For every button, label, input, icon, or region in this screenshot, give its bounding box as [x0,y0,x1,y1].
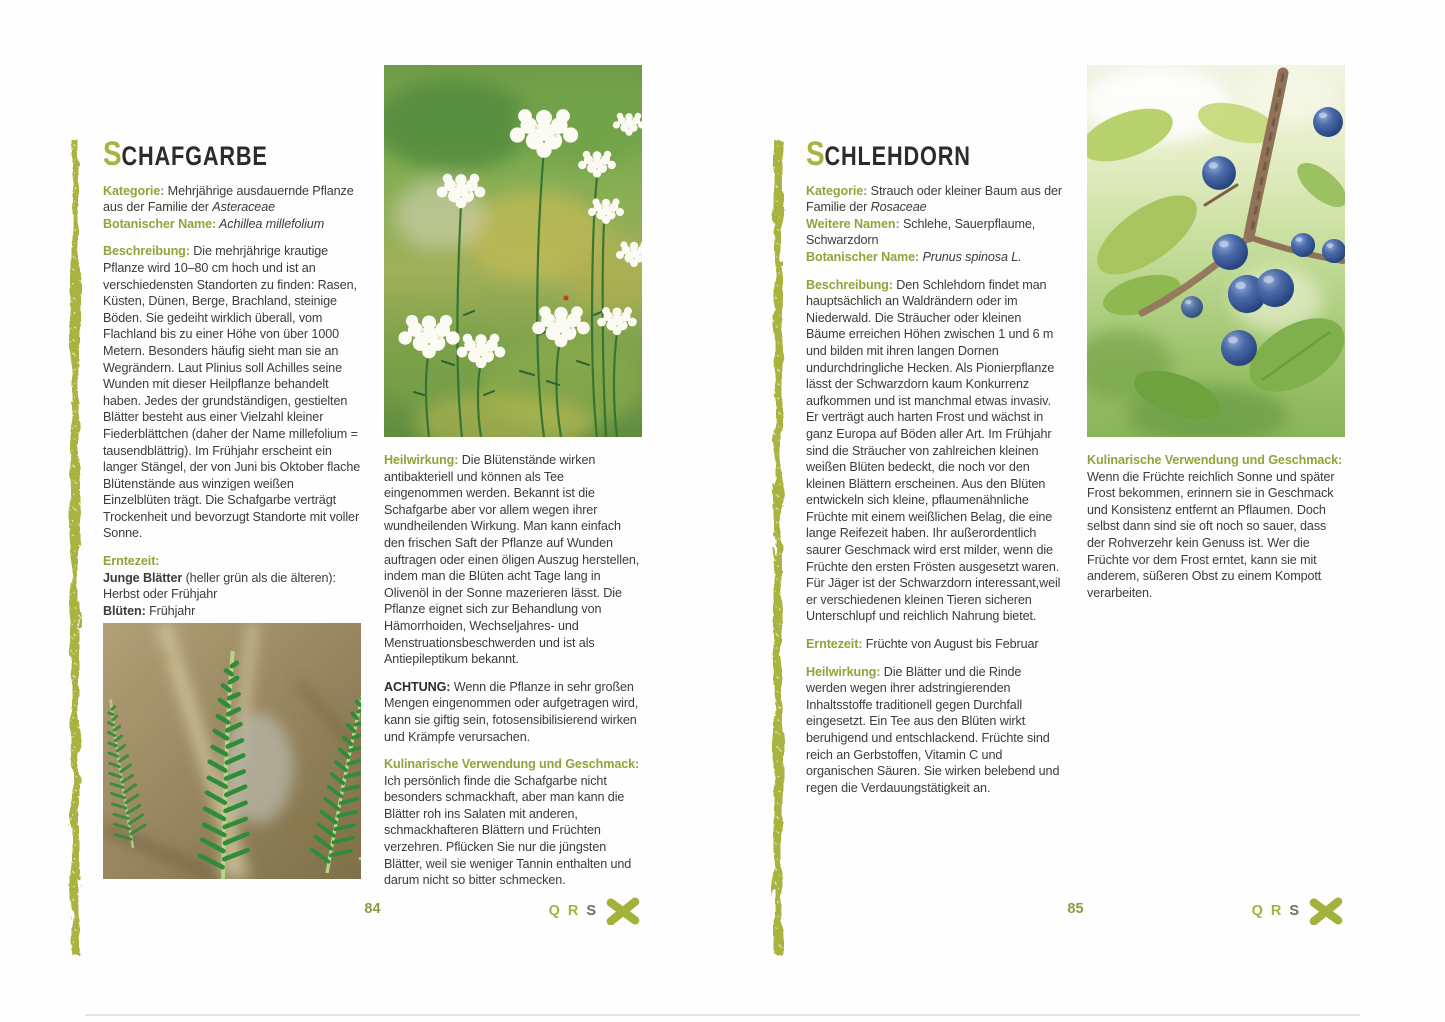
page-right-schlehdorn [771,0,1351,1022]
yarrow-leaves-photo [103,623,361,879]
index-letter-s: S [1289,903,1299,919]
index-x-mark-icon [1307,897,1345,925]
index-letter-r: R [567,903,579,919]
erntezeit-label: Erntezeit: [806,637,863,652]
kategorie-text: Strauch oder kleiner Baum aus der Familie der [806,183,1062,215]
erntezeit-section [806,636,1064,653]
weitere-namen-label: Weitere Namen: [806,216,900,231]
page-left-schafgarbe [68,0,648,1022]
left-main-column [103,135,361,630]
index-letter-q: Q [548,903,560,919]
grunge-strip-left [68,136,82,958]
yarrow-flowers-photo [384,65,642,437]
beschreibung-text: Die mehrjährige krautige Pflanze wird 10–80 cm hoch und ist an verschiedensten Standorten zu finden: Rasen, Küsten, Dünen, Berge, Brachland, steinige Böden. Sie gedeiht wirklich überall, vom Flachland bis zu einer Höhe von über 1000 Metern. Besonders häufig sieht man sie an Wegrändern. Laut Plinius soll Achilles seine Wunden mit dieser Heilpflanze behandelt haben. Jedes der grundständigen, gestielten Blätter besteht aus einer Vielzahl kleiner Fiederblättchen (daher der Name millefolium = tausendblättrig). Im Frühjahr erscheint ein langer Stängel, der von Juni bis Oktober flache Blütenstände aus winzigen weißen Einzelblüten trägt. Die Schafgarbe verträgt Trockenheit und bevorzugt Standorte mit voller Sonne. [103,244,361,541]
title-rest: CHAFGARBE [121,141,268,171]
kategorie-text: Mehrjährige ausdauernde Pflanze aus der Familie der [103,183,354,215]
erntezeit-item [103,570,361,603]
heilwirkung-label: Heilwirkung: [806,664,881,679]
kategorie-family: Rosaceae [870,200,927,215]
right-main-column [806,135,1064,807]
achtung-label: ACHTUNG: [384,679,451,694]
achtung-text: Wenn die Pflanze in sehr großen Mengen eingenommen oder aufgetragen wird, kann sie giftig sein, fotosensibilisierend wirken und Krämpfe verursachen. [384,679,639,744]
blackthorn-berries-photo [1087,65,1345,437]
erntezeit-text: Früchte von August bis Februar [862,637,1039,652]
erntezeit-item-text: Frühjahr [145,603,196,618]
botname-label: Botanischer Name: [103,216,217,231]
weitere-namen-text: Schlehe, Sauerpflaume, Schwarzdorn [806,216,1036,248]
page-bottom-edge [85,1014,1360,1016]
right-side-column [1087,65,1345,612]
kulinarisch-text: Ich persönlich finde die Schafgarbe nicht besonders schmackhaft, aber man kann die Blätter roh ins Salaten mit anderen, schmackhafteren Blättern und Früchten verzehren. Pflücken Sie nur die jüngsten Blätter, weil sie weniger Tannin enthalten und darum nicht so bitter schmecken. [384,773,632,888]
left-side-text [384,452,642,889]
page-number: 85 [1067,901,1084,917]
kategorie-family: Asteraceae [212,200,276,215]
kategorie-label: Kategorie: [103,183,165,198]
title-rest: CHLEHDORN [824,141,971,171]
right-page-footer [806,897,1345,925]
index-letter-r: R [1270,903,1282,919]
kategorie-label: Kategorie: [806,183,868,198]
erntezeit-item-text: (heller grün als die älteren): Herbst oder Frühjahr [103,570,336,602]
botname-line [806,249,1064,266]
grunge-strip-right [771,136,785,958]
index-tabs [549,897,642,925]
heilwirkung-section [806,664,1064,797]
achtung-section [384,679,642,745]
left-page-footer [103,897,642,925]
beschreibung-section [103,243,361,542]
erntezeit-item-bold: Blüten: [103,603,146,618]
beschreibung-label: Beschreibung: [103,244,190,259]
botname-label: Botanischer Name: [806,249,920,264]
index-letter-q: Q [1251,903,1263,919]
heilwirkung-text: Die Blätter und die Rinde werden wegen ihrer adstringierenden Inhaltsstoffe traditionell gegen Durchfall eingesetzt. Ein Tee aus den Blüten wirkt beruhigend und entschlackend. Früchte sind reich an Gerbstoffen, Vitamin C und organischen Säuren. Sie wirken belebend und regen die Verdauungstätigkeit an. [806,664,1060,795]
kulinarisch-label: Kulinarische Verwendung und Geschmack: [1087,453,1343,467]
heilwirkung-section [384,452,642,668]
erntezeit-item-bold: Junge Blätter [103,570,183,585]
index-tabs [1252,897,1345,925]
botname-value: Achillea millefolium [216,216,325,231]
right-side-text [1087,452,1345,601]
beschreibung-section [806,277,1064,625]
title-initial: S [103,135,122,173]
page-title [103,135,315,173]
botname-line [103,216,361,233]
kulinarisch-text: Wenn die Früchte reichlich Sonne und später Frost bekommen, erinnern sie in Geschmack und Konsistenz entfernt an Pflaumen. Doch selbst dann sind sie oft noch so sauer, dass der Rohverzehr kein Genuss ist. Wer die Früchte vor dem Frost erntet, kann sie mit anderem, süßeren Obst zu einem Kompott verarbeiten. [1087,469,1335,600]
kulinarisch-label: Kulinarische Verwendung und Geschmack: [384,757,640,772]
erntezeit-label: Erntezeit: [103,554,160,569]
kulinarisch-section [384,756,642,889]
page-title [806,135,1018,173]
kategorie-line [806,183,1064,216]
index-x-mark-icon [604,897,642,925]
weitere-namen-line [806,216,1064,249]
erntezeit-section [103,553,361,619]
page-number: 84 [364,901,381,917]
title-initial: S [806,135,825,173]
heilwirkung-label: Heilwirkung: [384,453,459,467]
kategorie-line [103,183,361,216]
info-section [806,183,1064,266]
info-section [103,183,361,233]
beschreibung-label: Beschreibung: [806,277,893,292]
index-letter-s: S [586,903,596,919]
kulinarisch-section [1087,452,1345,601]
left-side-column [384,65,642,900]
beschreibung-text: Den Schlehdorn findet man hauptsächlich an Waldrändern oder im Niederwald. Die Sträucher oder kleinen Bäume erreichen Höhen zwischen 1 und 6 m und bilden mit ihren langen Dornen undurchdringliche Hecken. Als Pionierpflanze lässt der Schwarzdorn kaum Konkurrenz aufkommen und ist manchmal etwas invasiv. Er verträgt auch harten Frost und wächst in ganz Europa auf Böden aller Art. Im Frühjahr sind die Sträucher von zahlreichen kleinen weißen Blüten bedeckt, die noch vor den kleinen Blättern erscheinen. Aus den Blüten entwickeln sich kleine, pflaumenähnliche Früchte mit einem weißlichen Belag, die eine lange Reifezeit haben. Ihr außerordentlich saurer Geschmack wird erst milder, wenn die Früchte den ersten Frösten ausgesetzt waren. Für Jäger ist der Schwarzdorn interessant,weil er verschiedenen kleinen Tieren sicheren Unterschlupf und reichlich Nahrung bietet. [806,277,1061,624]
botname-value: Prunus spinosa L. [919,249,1022,264]
erntezeit-item [103,603,361,620]
heilwirkung-text: Die Blütenstände wirken antibakteriell und können als Tee eingenommen werden. Bekannt ist die Schafgarbe aber vor allem wegen ihrer wundheilenden Wirkung. Man kann einfach den frischen Saft der Pflanze auf Wunden auftragen oder einen öligen Auszug herstellen, indem man die Blüten acht Tage lang in Olivenöl in der Sonne mazerieren lässt. Die Pflanze eignet sich zur Behandlung von Hämorrhoiden, Wechseljahres- und Menstruationsbeschwerden und ist als Antiepileptikum bekannt. [384,453,640,667]
